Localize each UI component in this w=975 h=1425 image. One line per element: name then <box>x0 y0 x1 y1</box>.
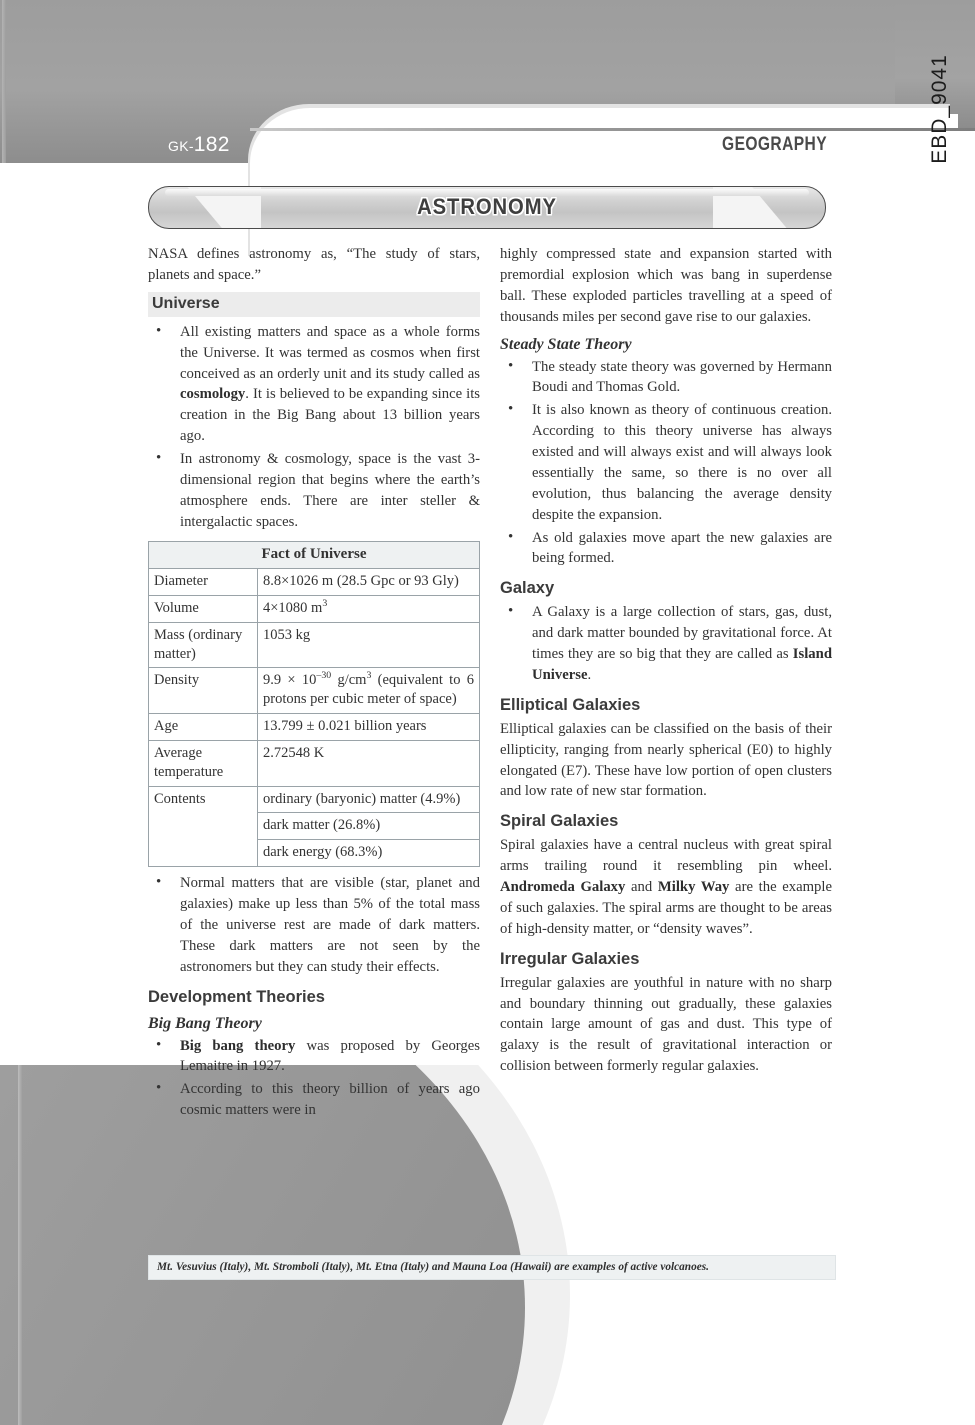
list-item: • According to this theory billion of years ago cosmic matters were in <box>148 1079 480 1121</box>
big-bang-bullet-list <box>148 1036 480 1122</box>
table-header-row <box>149 541 480 569</box>
table-cell-value: ordinary (baryonic) matter (4.9%) <box>258 786 480 813</box>
list-item: • Big bang theory was proposed by Georges Lemaitre in 1927. <box>148 1036 480 1078</box>
table-row <box>149 786 480 813</box>
header-rule <box>250 128 975 131</box>
table-cell-value: 13.799 ± 0.021 billion years <box>258 714 480 741</box>
table-cell-value: 2.72548 K <box>258 740 480 786</box>
table-cell-value: 1053 kg <box>258 622 480 668</box>
table-cell-value: 8.8×1026 m (28.5 Gpc or 93 Gly) <box>258 569 480 596</box>
list-item: • A Galaxy is a large collection of stars, gas, dust, and dark matter bounded by gravitational force. At times they are so big that they are called as Island Universe. <box>500 602 832 686</box>
footer-note: Mt. Vesuvius (Italy), Mt. Stromboli (Italy), Mt. Etna (Italy) and Mauna Loa (Hawaii) are examples of active volcanoes. <box>148 1255 836 1280</box>
table-cell-key: Diameter <box>149 569 258 596</box>
page-number-prefix: GK- <box>168 138 194 154</box>
table-cell-key: Mass (ordinary matter) <box>149 622 258 668</box>
table-row <box>149 595 480 622</box>
table-cell-value: dark matter (26.8%) <box>258 813 480 840</box>
irregular-paragraph: Irregular galaxies are youthful in nature with no sharp and boundary thinning out gradually, these galaxies contain large amount of gas and dust. This type of galaxy is the result of gravitational interaction or collision between formerly regular galaxies. <box>500 974 832 1075</box>
heading-steady-state-theory: Steady State Theory <box>500 335 632 353</box>
spiral-paragraph: Spiral galaxies have a central nucleus with great spiral arms trailing round it resembling pin wheel. Andromeda Galaxy and Milky Way are the example of such galaxies. The spiral arms are thought to be areas of high-density matter, or “density waves”. <box>500 837 832 937</box>
heading-galaxy: Galaxy <box>500 579 555 598</box>
table-body <box>149 569 480 867</box>
page-number-value: 182 <box>193 133 230 156</box>
chapter-title-bar <box>148 186 826 229</box>
table-row <box>149 668 480 714</box>
list-item: • Normal matters that are visible (star, planet and galaxies) make up less than 5% of the total mass of the universe rest are made of dark matters. These dark matters are not seen by the astronomers but they can study their effects. <box>148 873 480 977</box>
steady-state-bullet-list <box>500 357 832 570</box>
heading-spiral-galaxies: Spiral Galaxies <box>500 812 619 831</box>
list-item: • It is also known as theory of continuous creation. According to this theory universe has always existed and will always exist and will always look essentially the same, so there is no over all evolution, thus balancing the average density despite the expansion. <box>500 400 832 525</box>
left-column <box>148 244 480 1125</box>
table-row <box>149 569 480 596</box>
table-row <box>149 622 480 668</box>
table-cell-key: Density <box>149 668 258 714</box>
table-cell-key: Volume <box>149 595 258 622</box>
list-item: • As old galaxies move apart the new galaxies are being formed. <box>500 528 832 570</box>
heading-elliptical-galaxies: Elliptical Galaxies <box>500 695 641 714</box>
chapter-title: ASTRONOMY <box>417 194 557 219</box>
heading-universe: Universe <box>148 292 480 317</box>
intro-paragraph: NASA defines astronomy as, “The study of stars, planets and space.” <box>148 246 480 283</box>
heading-development-theories: Development Theories <box>148 987 325 1006</box>
table-cell-key: Age <box>149 714 258 741</box>
heading-irregular-galaxies: Irregular Galaxies <box>500 949 640 968</box>
table-title: Fact of Universe <box>149 541 480 569</box>
elliptical-paragraph: Elliptical galaxies can be classified on the basis of their ellipticity, ranging from nearly spherical (E0) to highly elongated (E7). These have low portion of open clusters and low rate of new star formation. <box>500 720 832 800</box>
subject-title: GEOGRAPHY <box>722 134 827 155</box>
table-cell-key: Average temperature <box>149 740 258 786</box>
table-cell-key: Contents <box>149 786 258 867</box>
page-number <box>168 133 230 157</box>
heading-big-bang-theory: Big Bang Theory <box>148 1014 262 1032</box>
after-table-bullet-list <box>148 873 480 977</box>
continued-paragraph: highly compressed state and expansion started with premordial explosion which was bang in superdense ball. These exploded particles travelling at a speed of thousands miles per second gave rise to our galaxies. <box>500 246 832 325</box>
decoration-left-edge <box>18 1065 22 1425</box>
fact-of-universe-table <box>148 541 480 868</box>
universe-bullet-list <box>148 322 480 533</box>
table-cell-value: $9.9 \times 10^{-30}$ $g/cm^3$ (equivalent to 6 protons per cubic meter of space) <box>258 668 480 714</box>
right-column <box>500 244 832 1083</box>
table-row <box>149 714 480 741</box>
list-item: • The steady state theory was governed by Hermann Boudi and Thomas Gold. <box>500 357 832 399</box>
table-cell-value: dark energy (68.3%) <box>258 840 480 867</box>
list-item: • All existing matters and space as a whole forms the Universe. It was termed as cosmos when first conceived as an orderly unit and its study called as cosmology. It is believed to be expanding since its creation in the Big Bang about 13 billion years ago. <box>148 322 480 447</box>
table-row <box>149 740 480 786</box>
table-cell-value: 4×1080 $m^3$ <box>258 595 480 622</box>
list-item: • In astronomy & cosmology, space is the vast 3-dimensional region that begins where the earth’s atmosphere ends. There are inter steller & intergalactic spaces. <box>148 449 480 533</box>
galaxy-bullet-list <box>500 602 832 686</box>
edition-code: EBD_9041 <box>928 54 952 164</box>
